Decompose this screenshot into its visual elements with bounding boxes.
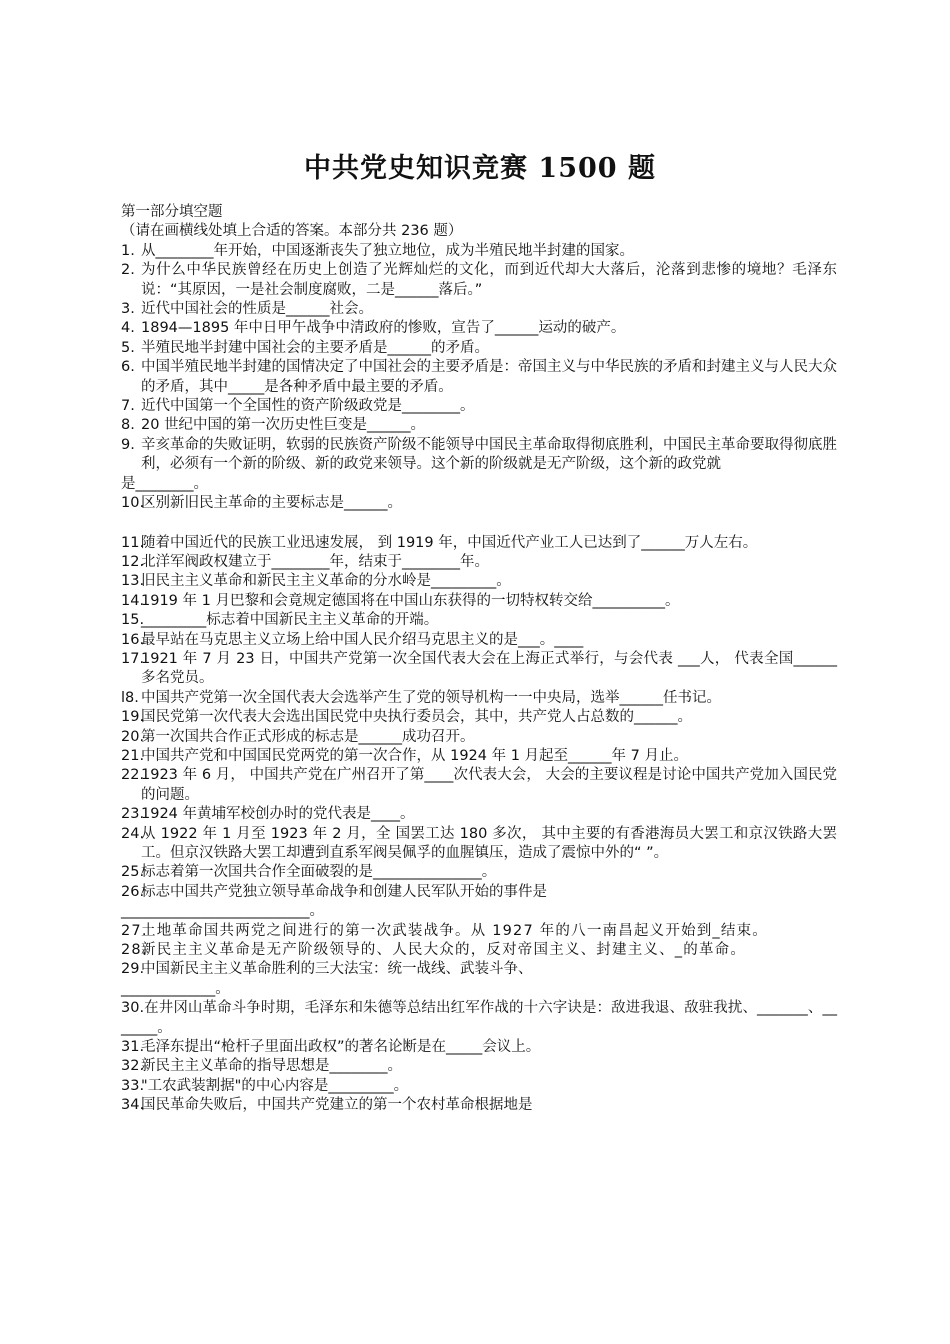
question-item	[121, 689, 837, 708]
question-text: 国民革命失败后，中国共产党建立的第一个农村革命根据地是	[141, 1097, 533, 1114]
question-text: 从________年开始，中国逐渐丧失了独立地位，成为半殖民地半封建的国家。	[141, 242, 634, 259]
question-number: 13.	[121, 573, 145, 590]
question-item	[121, 592, 837, 611]
section-heading: 第一部分填空题	[121, 204, 223, 220]
question-item	[121, 960, 837, 979]
question-number: 14.	[121, 592, 145, 609]
question-item	[121, 242, 837, 261]
question-text: 1919 年 1 月巴黎和会竟规定德国将在中国山东获得的一切特权转交给__________。	[141, 592, 680, 609]
question-text: 区别新旧民主革命的主要标志是______。	[141, 495, 402, 512]
question-text: 1924 年黄埔军校创办时的党代表是____。	[141, 806, 415, 823]
question-text: 旧民主主义革命和新民主主义革命的分水岭是_________。	[141, 573, 511, 590]
question-text: 国民党第一次代表大会选出国民党中央执行委员会，其中，共产党人占总数的______。	[141, 709, 692, 726]
question-item	[121, 999, 837, 1038]
question-number: 23.	[121, 806, 145, 823]
question-item	[121, 553, 837, 572]
question-number: 12.	[121, 553, 145, 570]
question-item	[121, 1057, 837, 1076]
question-list	[121, 203, 837, 1116]
question-item	[121, 494, 837, 513]
question-number: 33.	[121, 1077, 145, 1094]
question-text: 20 世纪中国的第一次历史性巨变是______。	[141, 417, 426, 434]
question-number: 7.	[121, 398, 135, 415]
question-continuation: 是________。	[121, 475, 208, 492]
question-text: 在井冈山革命斗争时期，毛泽东和朱德等总结出红军作战的十六字诀是：敌进我退、敌驻我扰、_______、_______。	[121, 1000, 837, 1036]
question-text: 最早站在马克思主义立场上给中国人民介绍马克思主义的是___。____	[141, 631, 584, 648]
question-number: 29.	[121, 961, 145, 978]
question-text: 近代中国第一个全国性的资产阶级政党是________。	[141, 398, 475, 415]
question-item	[121, 261, 837, 300]
question-text: 毛泽东提出“枪杆子里面出政权”的著名论断是在_____会议上。	[141, 1039, 541, 1056]
question-number: 21.	[121, 747, 145, 764]
question-number: 10.	[121, 495, 145, 512]
question-text: 1894—1895 年中日甲午战争中清政府的惨败，宣告了______运动的破产。	[141, 320, 626, 337]
question-text: 北洋军阀政权建立于________年，结束于________年。	[141, 553, 489, 570]
question-item	[121, 747, 837, 766]
question-number: 26.	[121, 883, 145, 900]
section-instruction: （请在画横线处填上合适的答案。本部分共 236 题）	[121, 223, 463, 240]
question-item	[121, 728, 837, 747]
question-item	[121, 534, 837, 553]
question-text: 近代中国社会的性质是______社会。	[141, 301, 373, 318]
question-text: 第一次国共合作正式形成的标志是______成功召开。	[141, 728, 475, 745]
page-title: 中共党史知识竞赛 1500 题	[304, 153, 656, 184]
question-number: 5.	[121, 339, 135, 356]
question-text: _________标志着中国新民主主义革命的开端。	[141, 612, 439, 629]
question-continuation: _____________。	[121, 980, 230, 997]
question-number: 19.	[121, 709, 145, 726]
question-number: 17.	[121, 650, 145, 667]
question-item	[121, 572, 837, 591]
question-item	[121, 941, 837, 960]
question-number: 1.	[121, 242, 135, 259]
question-number: 32.	[121, 1058, 145, 1075]
question-item	[121, 339, 837, 358]
question-item	[121, 766, 837, 805]
question-item	[121, 631, 837, 650]
question-item	[121, 358, 837, 397]
question-item	[121, 1038, 837, 1057]
question-number: 28.	[121, 942, 148, 959]
question-number: 34.	[121, 1097, 145, 1114]
spacer	[121, 514, 837, 534]
question-number: 11.	[121, 534, 145, 551]
question-item	[121, 883, 837, 902]
question-number: 27.	[121, 922, 148, 939]
question-number: 6.	[121, 359, 135, 376]
question-number: 15.	[121, 612, 145, 629]
question-text: 新民主主义革命的指导思想是________。	[141, 1058, 402, 1075]
question-text: 半殖民地半封建中国社会的主要矛盾是______的矛盾。	[141, 339, 489, 356]
question-text: 标志中国共产党独立领导革命战争和创建人民军队开始的事件是	[141, 883, 547, 900]
question-number: l8.	[121, 689, 139, 706]
question-text: 中国新民主主义革命胜利的三大法宝：统一战线、武装斗争、	[141, 961, 533, 978]
question-number: 8.	[121, 417, 135, 434]
question-text: 中国共产党和中国国民党两党的第一次合作，从 1924 年 1 月起至______年 7 月止。	[141, 747, 689, 764]
question-number: 30.	[121, 1000, 145, 1017]
question-item	[121, 397, 837, 416]
question-item	[121, 863, 837, 882]
question-number: 20.	[121, 728, 145, 745]
question-item	[121, 416, 837, 435]
question-number: 2.	[121, 262, 135, 279]
question-item	[121, 922, 837, 941]
question-continuation: __________________________。	[121, 903, 324, 920]
question-number: 4.	[121, 320, 135, 337]
question-number: 16.	[121, 631, 145, 648]
question-item	[121, 650, 837, 689]
question-text: 土地革命国共两党之间进行的第一次武装战争。从 1927 年的八一南昌起义开始到_结束。	[141, 922, 768, 939]
question-item	[121, 611, 837, 630]
question-item	[121, 1096, 837, 1115]
question-text: 标志着第一次国共合作全面破裂的是_______________。	[141, 864, 497, 881]
question-item	[121, 319, 837, 338]
question-text: 从 1922 年 1 月至 1923 年 2 月，全 国罢工达 180 多次， 其中主要的有香港海员大罢工和京汉铁路大罢工。但京汉铁路大罢工却遭到直系军阀吴佩孚的血腥镇压，造成了震惊中外的“ ”。	[141, 825, 837, 861]
question-item	[121, 300, 837, 319]
question-text: "工农武装割据"的中心内容是_________。	[141, 1077, 409, 1094]
question-number: 24.	[121, 825, 145, 842]
question-number: 9.	[121, 436, 135, 453]
question-number: 22.	[121, 767, 145, 784]
question-text: 随着中国近代的民族工业迅速发展， 到 1919 年，中国近代产业工人已达到了______万人左右。	[141, 534, 758, 551]
question-text: 中国半殖民地半封建的国情决定了中国社会的主要矛盾是：帝国主义与中华民族的矛盾和封建主义与人民大众的矛盾，其中_____是各种矛盾中最主要的矛盾。	[141, 359, 837, 395]
question-text: 1923 年 6 月， 中国共产党在广州召开了第____次代表大会， 大会的主要议程是讨论中国共产党加入国民党的问题。	[141, 767, 837, 803]
question-text: 中国共产党第一次全国代表大会选举产生了党的领导机构一一中央局，选举______任书记。	[141, 689, 721, 706]
question-text: 1921 年 7 月 23 日，中国共产党第一次全国代表大会在上海正式举行，与会代表 ___人， 代表全国______多名党员。	[141, 650, 837, 687]
question-number: 3.	[121, 301, 135, 318]
question-text: 辛亥革命的失败证明，软弱的民族资产阶级不能领导中国民主革命取得彻底胜利，中国民主革命要取得彻底胜利，必须有一个新的阶级、新的政党来领导。这个新的阶级就是无产阶级，这个新的政党就	[141, 436, 837, 473]
question-number: 31.	[121, 1039, 145, 1056]
question-item	[121, 436, 837, 475]
question-text: 为什么中华民族曾经在历史上创造了光辉灿烂的文化，而到近代却大大落后，沦落到悲惨的境地？毛泽东说：“其原因，一是社会制度腐败，二是______落后。”	[141, 262, 837, 298]
question-text: 新民主主义革命是无产阶级领导的、人民大众的，反对帝国主义、封建主义、_的革命。	[141, 942, 747, 959]
question-item	[121, 1077, 837, 1096]
question-item	[121, 805, 837, 824]
question-number: 25.	[121, 864, 145, 881]
question-item	[121, 708, 837, 727]
question-item	[121, 825, 837, 864]
